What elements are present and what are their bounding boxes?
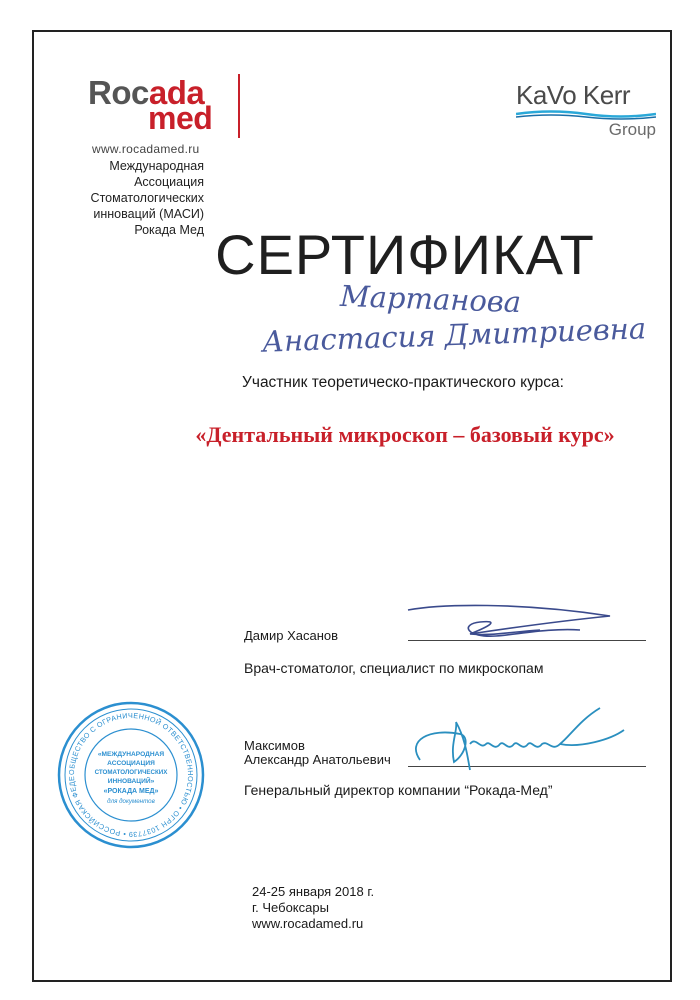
signatory2-role: Генеральный директор компании “Рокада-Мед” bbox=[244, 782, 553, 798]
recipient-given-names: Анастасия Дмитриевна bbox=[261, 311, 647, 359]
kavo-kerr-brand: KaVo Kerr bbox=[516, 80, 631, 110]
signatory1-name: Дамир Хасанов bbox=[244, 628, 339, 643]
signature2-icon bbox=[410, 700, 630, 780]
svg-text:ОБЩЕСТВО С ОГРАНИЧЕННОЙ ОТВЕТС: ОБЩЕСТВО С ОГРАНИЧЕННОЙ ОТВЕТСТВЕННОСТЬЮ • ОГРН 1037739 • РОССИЙСКАЯ ФЕДЕ bbox=[66, 710, 196, 840]
logo-word-med: med bbox=[148, 100, 213, 136]
kavo-kerr-group: Group bbox=[608, 120, 656, 139]
stamp-line: «МЕЖДУНАРОДНАЯ bbox=[97, 751, 165, 758]
rocada-med-logo bbox=[88, 74, 228, 140]
signatory2-surname: Максимов bbox=[244, 738, 305, 753]
signatory1-role: Врач-стоматолог, специалист по микроскопам bbox=[244, 660, 544, 676]
stamp-line: СТОМАТОЛОГИЧЕСКИХ bbox=[94, 769, 168, 776]
signature1-icon bbox=[400, 598, 640, 648]
association-line: инноваций (МАСИ) bbox=[93, 207, 204, 221]
round-seal-icon bbox=[56, 700, 206, 850]
association-line: Ассоциация bbox=[134, 175, 204, 189]
footer-url: www.rocadamed.ru bbox=[252, 916, 364, 931]
company-stamp bbox=[56, 700, 206, 850]
stamp-line: «РОКАДА МЕД» bbox=[103, 788, 159, 795]
association-line: Рокада Мед bbox=[134, 223, 204, 237]
certificate-title: СЕРТИФИКАТ bbox=[215, 223, 595, 286]
logo-word-rocada: Rocada bbox=[88, 74, 205, 111]
signatory2-given-names: Александр Анатольевич bbox=[244, 752, 391, 767]
association-line: Международная bbox=[109, 159, 204, 173]
stamp-line: для документов bbox=[107, 798, 155, 805]
stamp-line: АССОЦИАЦИЯ bbox=[107, 760, 155, 767]
course-name: «Дентальный микроскоп – базовый курс» bbox=[195, 422, 615, 447]
footer-city: г. Чебоксары bbox=[252, 900, 329, 915]
association-line: Стоматологических bbox=[90, 191, 204, 205]
footer-info bbox=[252, 884, 374, 932]
logo-url: www.rocadamed.ru bbox=[92, 142, 200, 156]
kavo-kerr-logo bbox=[510, 80, 660, 150]
recipient-surname: Мартанова bbox=[339, 278, 522, 320]
stamp-line: ИННОВАЦИЙ» bbox=[107, 778, 155, 785]
wave-icon bbox=[516, 110, 656, 120]
logo-red-bar bbox=[238, 74, 240, 138]
footer-date: 24-25 января 2018 г. bbox=[252, 884, 375, 899]
participant-text: Участник теоретическо-практического курса: bbox=[242, 374, 564, 391]
